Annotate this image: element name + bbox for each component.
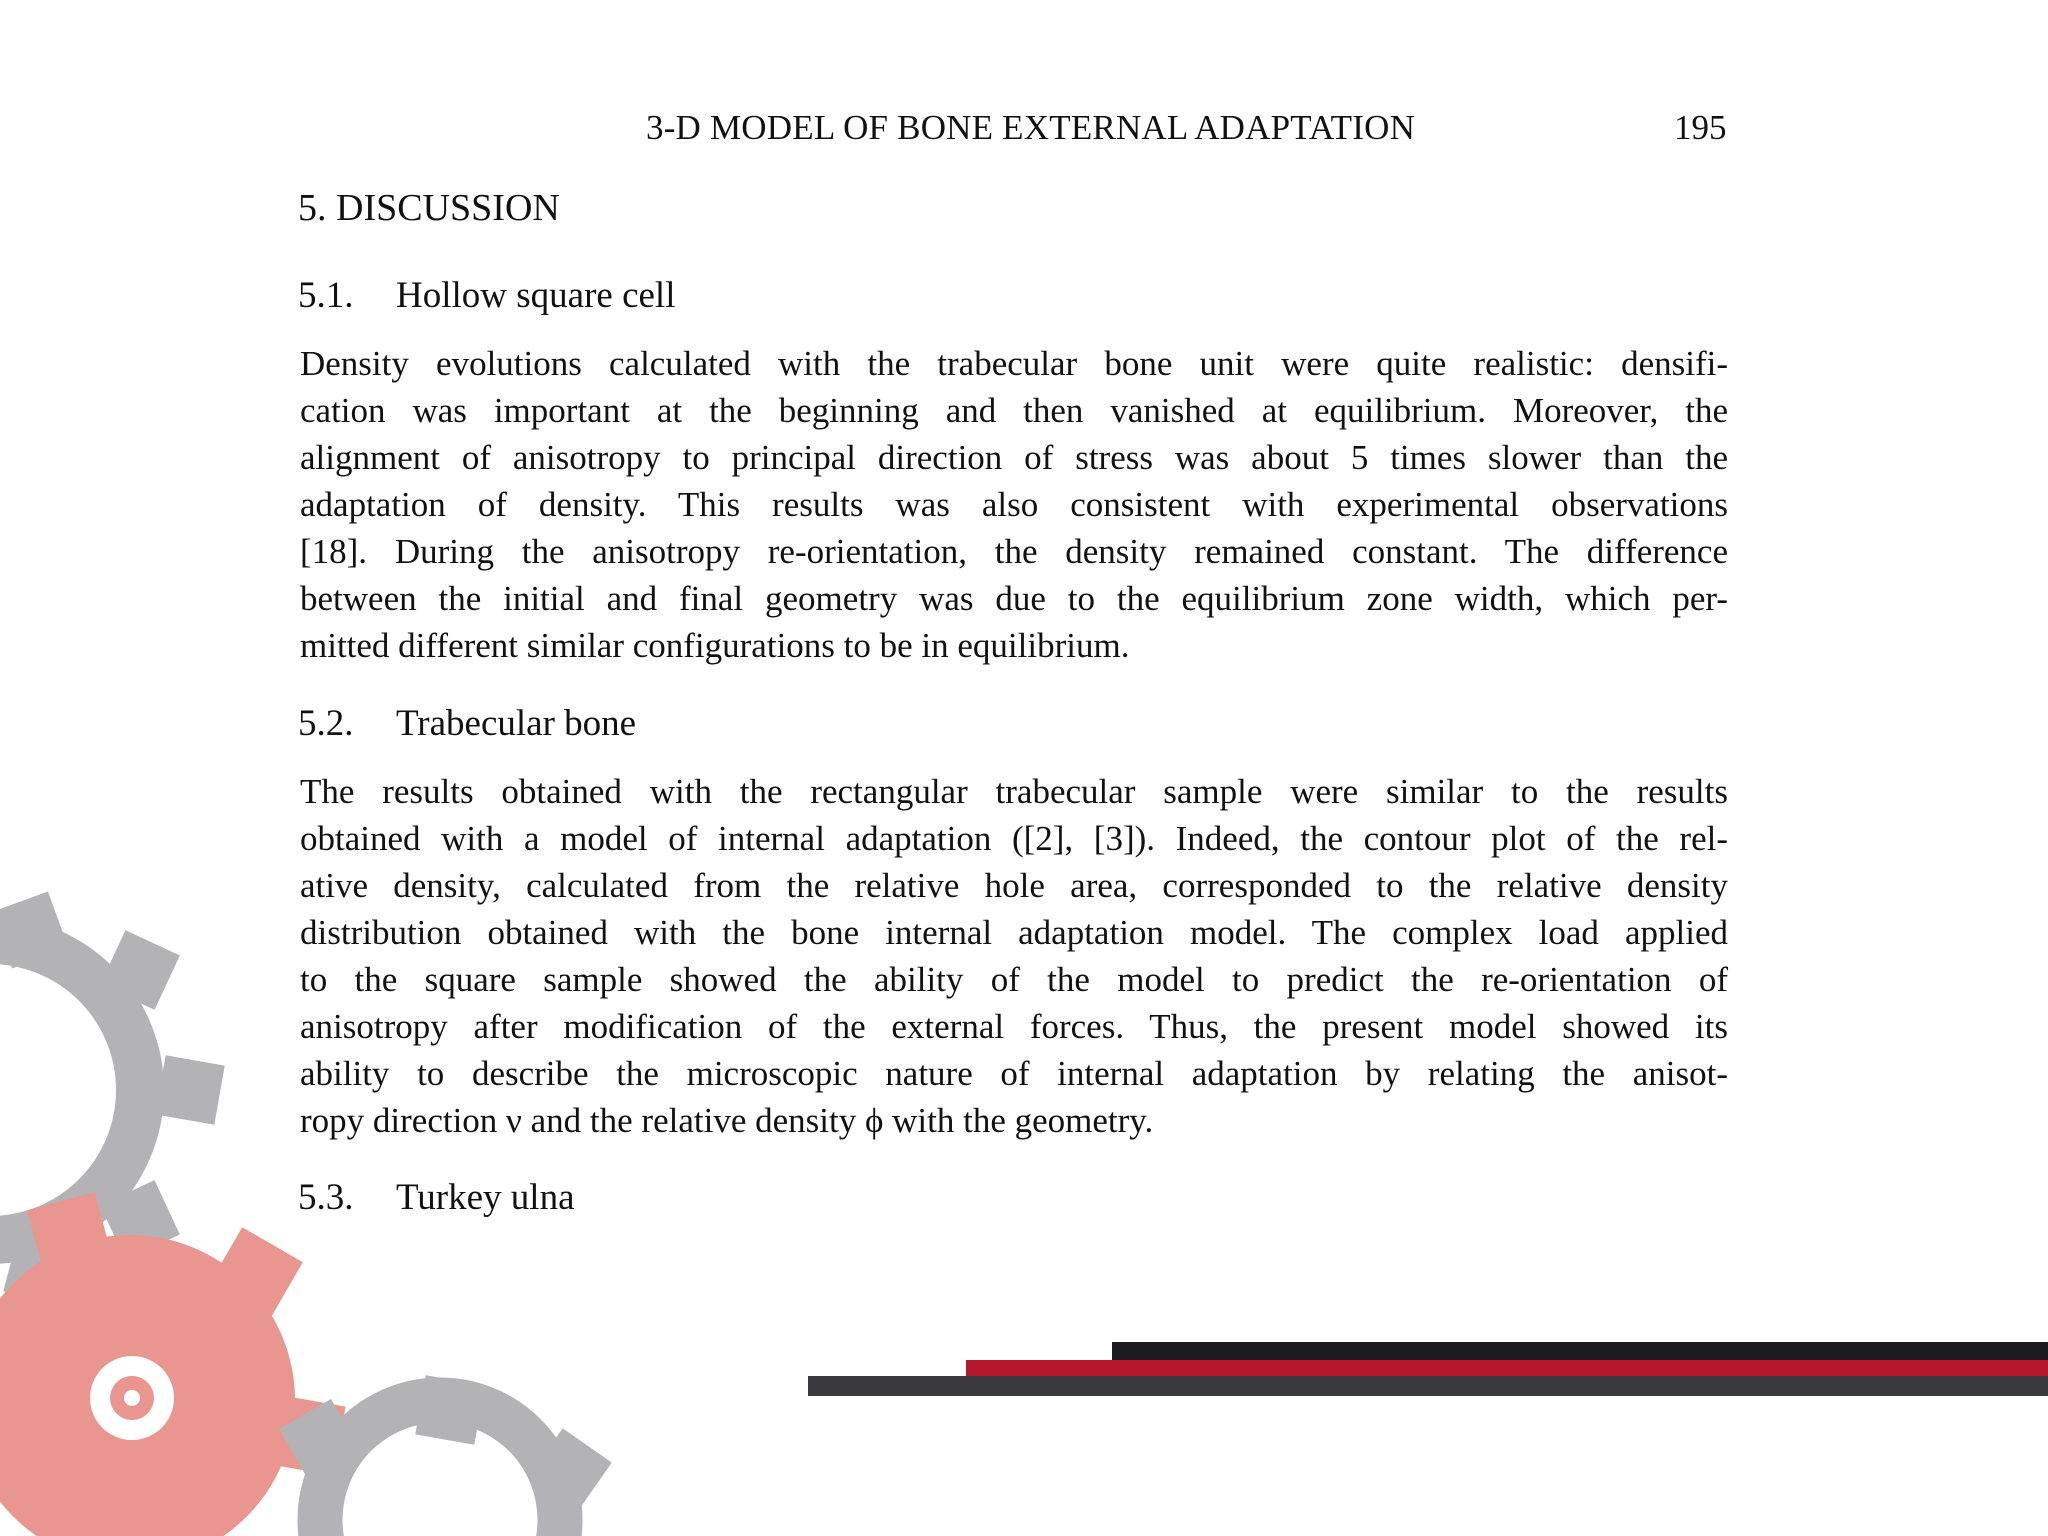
subsection-number: 5.2. [298, 703, 354, 744]
subsection-title: Hollow square cell [396, 275, 676, 316]
text-line: anisotropy after modification of the external forces. Thus, the present model showed its [300, 1007, 1728, 1046]
text-line: ative density, calculated from the relative hole area, corresponded to the relative density [300, 866, 1728, 905]
subsection-number: 5.1. [298, 275, 354, 316]
gray-stripe [808, 1376, 2048, 1396]
text-line: Density evolutions calculated with the trabecular bone unit were quite realistic: densifi- [300, 344, 1728, 383]
subsection-title: Turkey ulna [396, 1177, 575, 1218]
subsection-heading-hollow-square-cell [298, 274, 675, 317]
text-line: cation was important at the beginning and then vanished at equilibrium. Moreover, the [300, 391, 1728, 430]
stripes-decoration [800, 1340, 2048, 1400]
text-line: alignment of anisotropy to principal direction of stress was about 5 times slower than the [300, 438, 1728, 477]
dark-stripe [1112, 1342, 2048, 1362]
running-title: 3-D MODEL OF BONE EXTERNAL ADAPTATION [646, 108, 1416, 147]
section-heading: 5. DISCUSSION [298, 187, 560, 229]
text-line: ropy direction ν and the relative density ϕ with the geometry. [300, 1101, 1154, 1140]
subsection-heading-trabecular-bone [298, 702, 636, 745]
text-line: obtained with a model of internal adaptation ([2], [3]). Indeed, the contour plot of the rel- [300, 819, 1728, 858]
paragraph-hollow-square-cell [300, 340, 1728, 669]
text-line: ability to describe the microscopic nature of internal adaptation by relating the anisot- [300, 1054, 1728, 1093]
subsection-number: 5.3. [298, 1177, 354, 1218]
subsection-title: Trabecular bone [396, 703, 637, 744]
text-line: to the square sample showed the ability of the model to predict the re-orientation of [300, 960, 1728, 999]
text-line: distribution obtained with the bone internal adaptation model. The complex load applied [300, 913, 1728, 952]
salmon-gear-icon [0, 1192, 346, 1536]
text-line: [18]. During the anisotropy re-orientation, the density remained constant. The difference [300, 532, 1728, 571]
text-line: adaptation of density. This results was also consistent with experimental observations [300, 485, 1728, 524]
text-line: between the initial and final geometry was due to the equilibrium zone width, which per- [300, 579, 1728, 618]
text-line: The results obtained with the rectangular trabecular sample were similar to the results [300, 772, 1728, 811]
page-number: 195 [1674, 108, 1727, 147]
small-gray-gear-icon [279, 1375, 612, 1536]
gears-decoration-icon [0, 880, 660, 1536]
red-stripe [966, 1360, 2048, 1376]
text-line: mitted different similar configurations to be in equilibrium. [300, 626, 1130, 665]
